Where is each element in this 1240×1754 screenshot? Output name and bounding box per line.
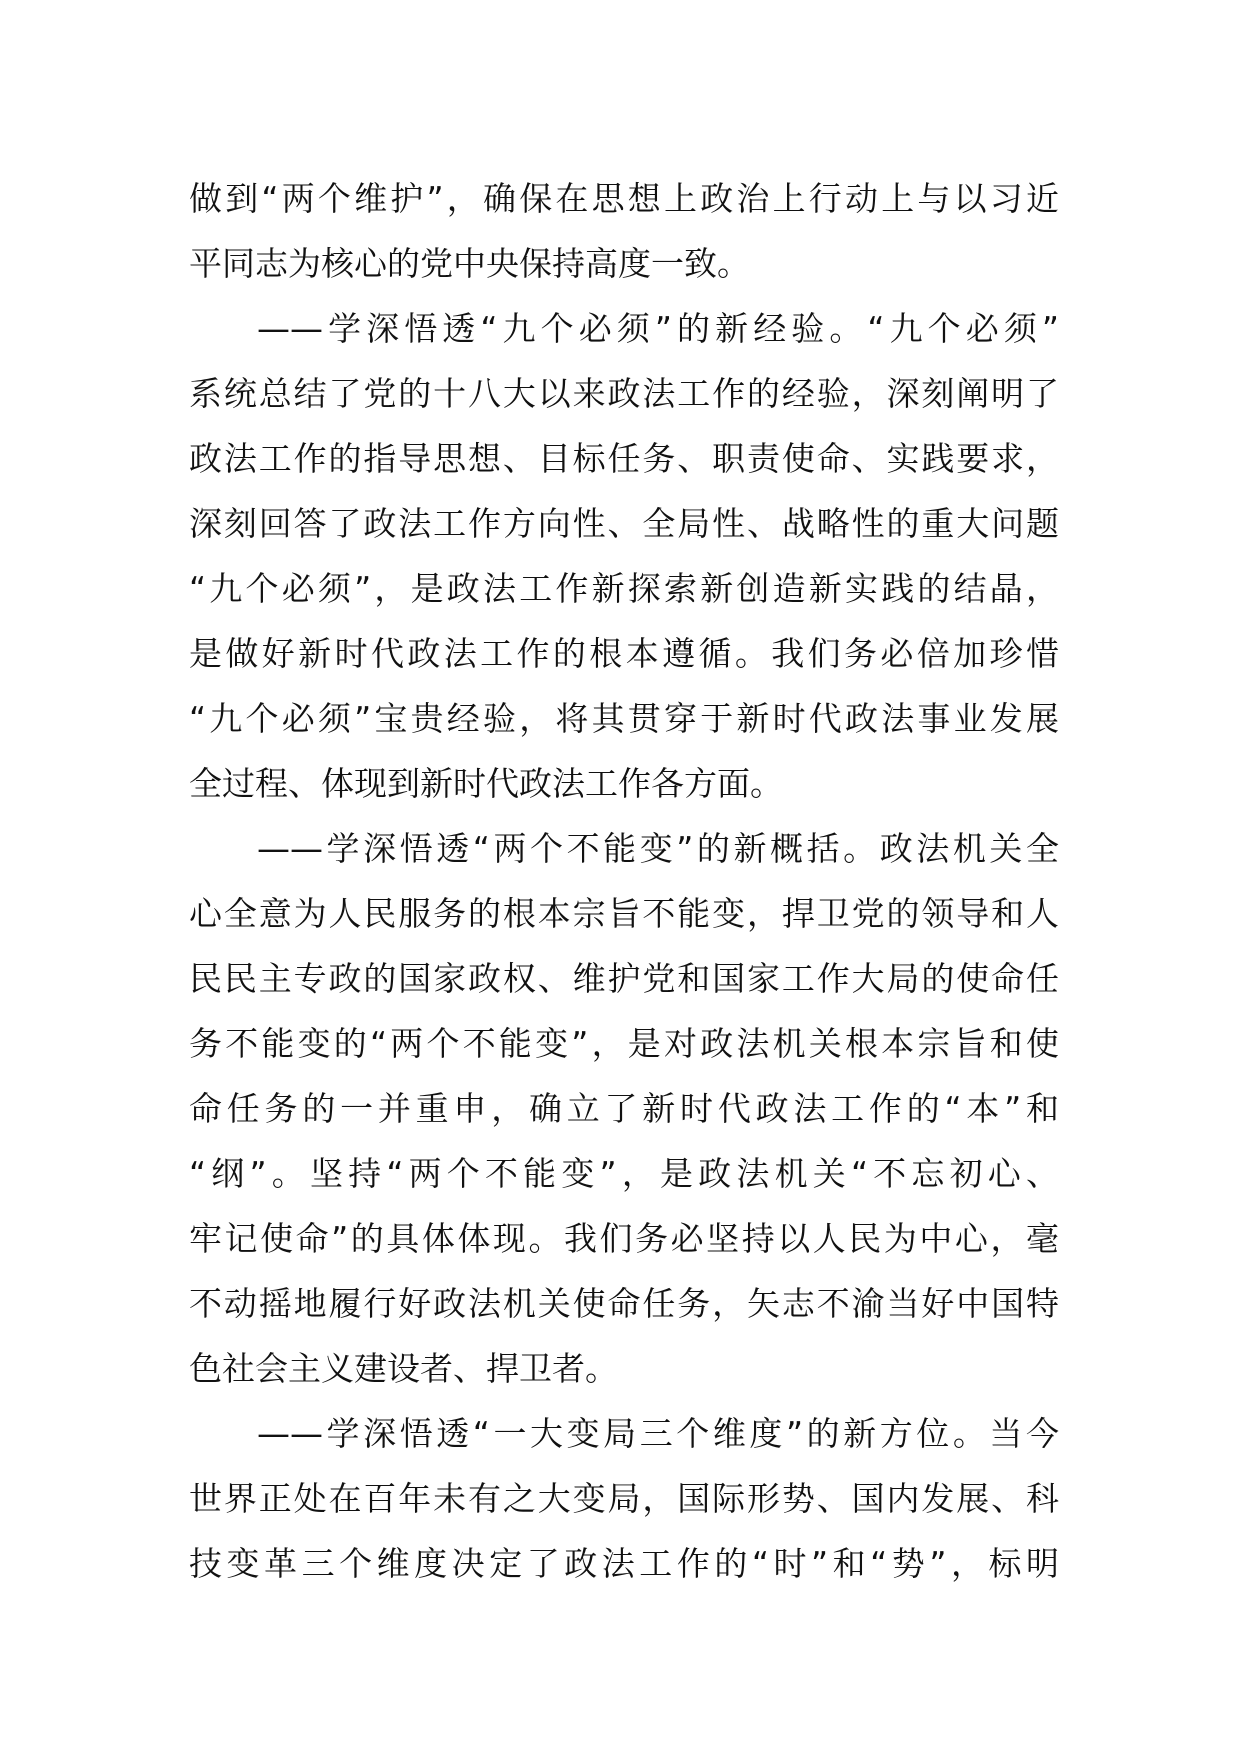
text-line: “九个必须”宝贵经验，将其贯穿于新时代政法事业发展	[189, 699, 1059, 738]
text-line: 命任务的一并重申，确立了新时代政法工作的“本”和	[189, 1089, 1059, 1128]
section-heading-line: ——学深悟透“九个必须”的新经验。“九个必须”	[257, 309, 1059, 348]
text-line: “九个必须”，是政法工作新探索新创造新实践的结晶，	[189, 569, 1059, 608]
text-line: 色社会主义建设者、捍卫者。	[189, 1349, 618, 1388]
text-line: 平同志为核心的党中央保持高度一致。	[189, 244, 750, 283]
document-body	[189, 166, 1059, 1596]
text-line: 世界正处在百年未有之大变局，国际形势、国内发展、科	[189, 1479, 1059, 1518]
text-line: 牢记使命”的具体体现。我们务必坚持以人民为中心，毫	[189, 1219, 1059, 1258]
text-line: “纲”。坚持“两个不能变”，是政法机关“不忘初心、	[189, 1154, 1059, 1193]
text-line: 全过程、体现到新时代政法工作各方面。	[189, 764, 783, 803]
section-heading-line: ——学深悟透“一大变局三个维度”的新方位。当今	[257, 1414, 1059, 1453]
section-heading-line: ——学深悟透“两个不能变”的新概括。政法机关全	[257, 829, 1059, 868]
text-line: 系统总结了党的十八大以来政法工作的经验，深刻阐明了	[189, 374, 1059, 413]
text-line: 是做好新时代政法工作的根本遵循。我们务必倍加珍惜	[189, 634, 1059, 673]
text-line: 不动摇地履行好政法机关使命任务，矢志不渝当好中国特	[189, 1284, 1059, 1323]
text-line: 心全意为人民服务的根本宗旨不能变，捍卫党的领导和人	[189, 894, 1059, 933]
text-line: 技变革三个维度决定了政法工作的“时”和“势”，标明	[189, 1544, 1059, 1583]
text-line: 务不能变的“两个不能变”，是对政法机关根本宗旨和使	[189, 1024, 1059, 1063]
text-line: 政法工作的指导思想、目标任务、职责使命、实践要求，	[189, 439, 1059, 478]
text-line: 深刻回答了政法工作方向性、全局性、战略性的重大问题	[189, 504, 1059, 543]
text-line: 民民主专政的国家政权、维护党和国家工作大局的使命任	[189, 959, 1059, 998]
text-line: 做到“两个维护”，确保在思想上政治上行动上与以习近	[189, 179, 1059, 218]
